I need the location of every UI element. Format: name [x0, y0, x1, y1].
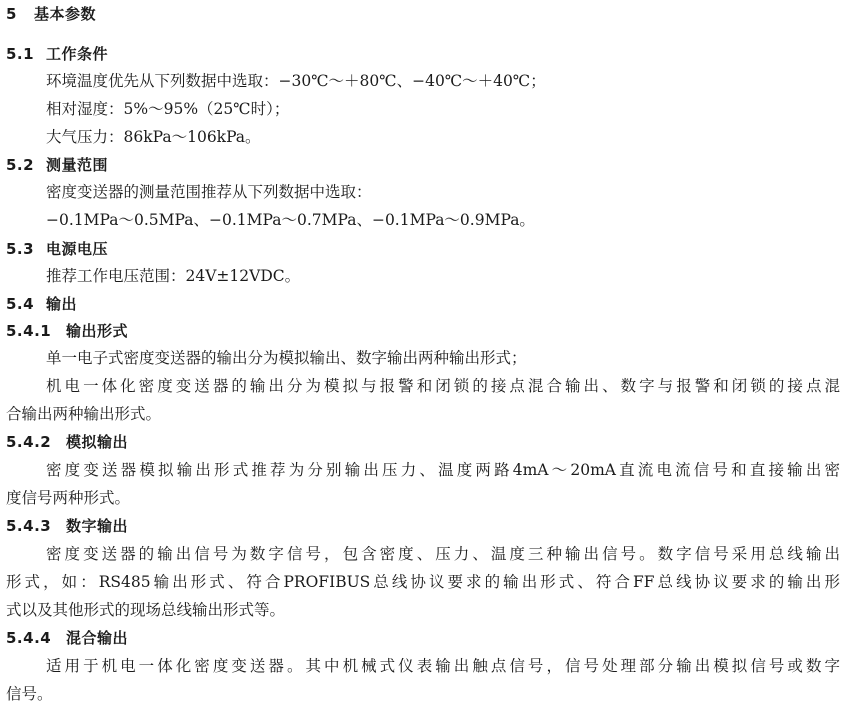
- section-title: 数字输出: [66, 517, 129, 535]
- section-5-2-heading: [6, 155, 108, 175]
- section-5-1-heading: [6, 44, 108, 64]
- section-title: 测量范围: [46, 156, 109, 174]
- section-title: 工作条件: [46, 45, 109, 63]
- section-title: 输出形式: [66, 322, 129, 340]
- section-5-4-4-heading: [6, 628, 128, 648]
- paragraph-line: 大气压力：86kPa～106kPa。: [46, 128, 261, 146]
- paragraph-line: 环境温度优先从下列数据中选取：−30℃～＋80℃、−40℃～＋40℃；: [46, 72, 546, 90]
- section-number: 5.2: [6, 156, 35, 174]
- paragraph-line: 度信号两种形式。: [6, 489, 131, 507]
- section-5-4-2-heading: [6, 432, 128, 452]
- section-title: 混合输出: [66, 629, 129, 647]
- paragraph-line: 密度变送器的输出信号为数字信号，包含密度、压力、温度三种输出信号。数字信号采用总线输出: [46, 545, 840, 563]
- section-number: 5.4.1: [6, 322, 52, 340]
- paragraph-line: 式以及其他形式的现场总线输出形式等。: [6, 601, 286, 619]
- section-5-heading: [6, 4, 96, 24]
- paragraph-line: −0.1MPa～0.5MPa、−0.1MPa～0.7MPa、−0.1MPa～0.9MPa。: [46, 211, 535, 229]
- paragraph-line: 机电一体化密度变送器的输出分为模拟与报警和闭锁的接点混合输出、数字与报警和闭锁的接点混: [46, 377, 840, 395]
- paragraph-line: 合输出两种输出形式。: [6, 405, 162, 423]
- section-title: 模拟输出: [66, 433, 129, 451]
- section-5-4-1-heading: [6, 321, 128, 341]
- section-number: 5.3: [6, 240, 35, 258]
- section-number: 5.4.2: [6, 433, 52, 451]
- section-5-3-heading: [6, 239, 108, 259]
- paragraph-line: 适用于机电一体化密度变送器。其中机械式仪表输出触点信号，信号处理部分输出模拟信号或数字: [46, 657, 840, 675]
- paragraph-line: 形式，如：RS485输出形式、符合PROFIBUS总线协议要求的输出形式、符合FF总线协议要求的输出形: [6, 573, 840, 591]
- paragraph-line: 推荐工作电压范围：24V±12VDC。: [46, 267, 301, 285]
- paragraph-line: 信号。: [6, 685, 53, 703]
- section-5-4-3-heading: [6, 516, 128, 536]
- paragraph-line: 单一电子式密度变送器的输出分为模拟输出、数字输出两种输出形式；: [46, 349, 527, 367]
- section-number: 5.4: [6, 295, 35, 313]
- section-title: 基本参数: [34, 5, 97, 23]
- section-number: 5.4.4: [6, 629, 52, 647]
- paragraph-line: 密度变送器模拟输出形式推荐为分别输出压力、温度两路4mA～20mA直流电流信号和直接输出密: [46, 461, 840, 479]
- section-title: 输出: [46, 295, 78, 313]
- section-number: 5.4.3: [6, 517, 52, 535]
- section-number: 5: [6, 5, 17, 23]
- paragraph-line: 密度变送器的测量范围推荐从下列数据中选取：: [46, 183, 372, 201]
- section-number: 5.1: [6, 45, 35, 63]
- section-5-4-heading: [6, 294, 77, 314]
- paragraph-line: 相对湿度：5%～95%（25℃时）；: [46, 100, 290, 118]
- section-title: 电源电压: [46, 240, 109, 258]
